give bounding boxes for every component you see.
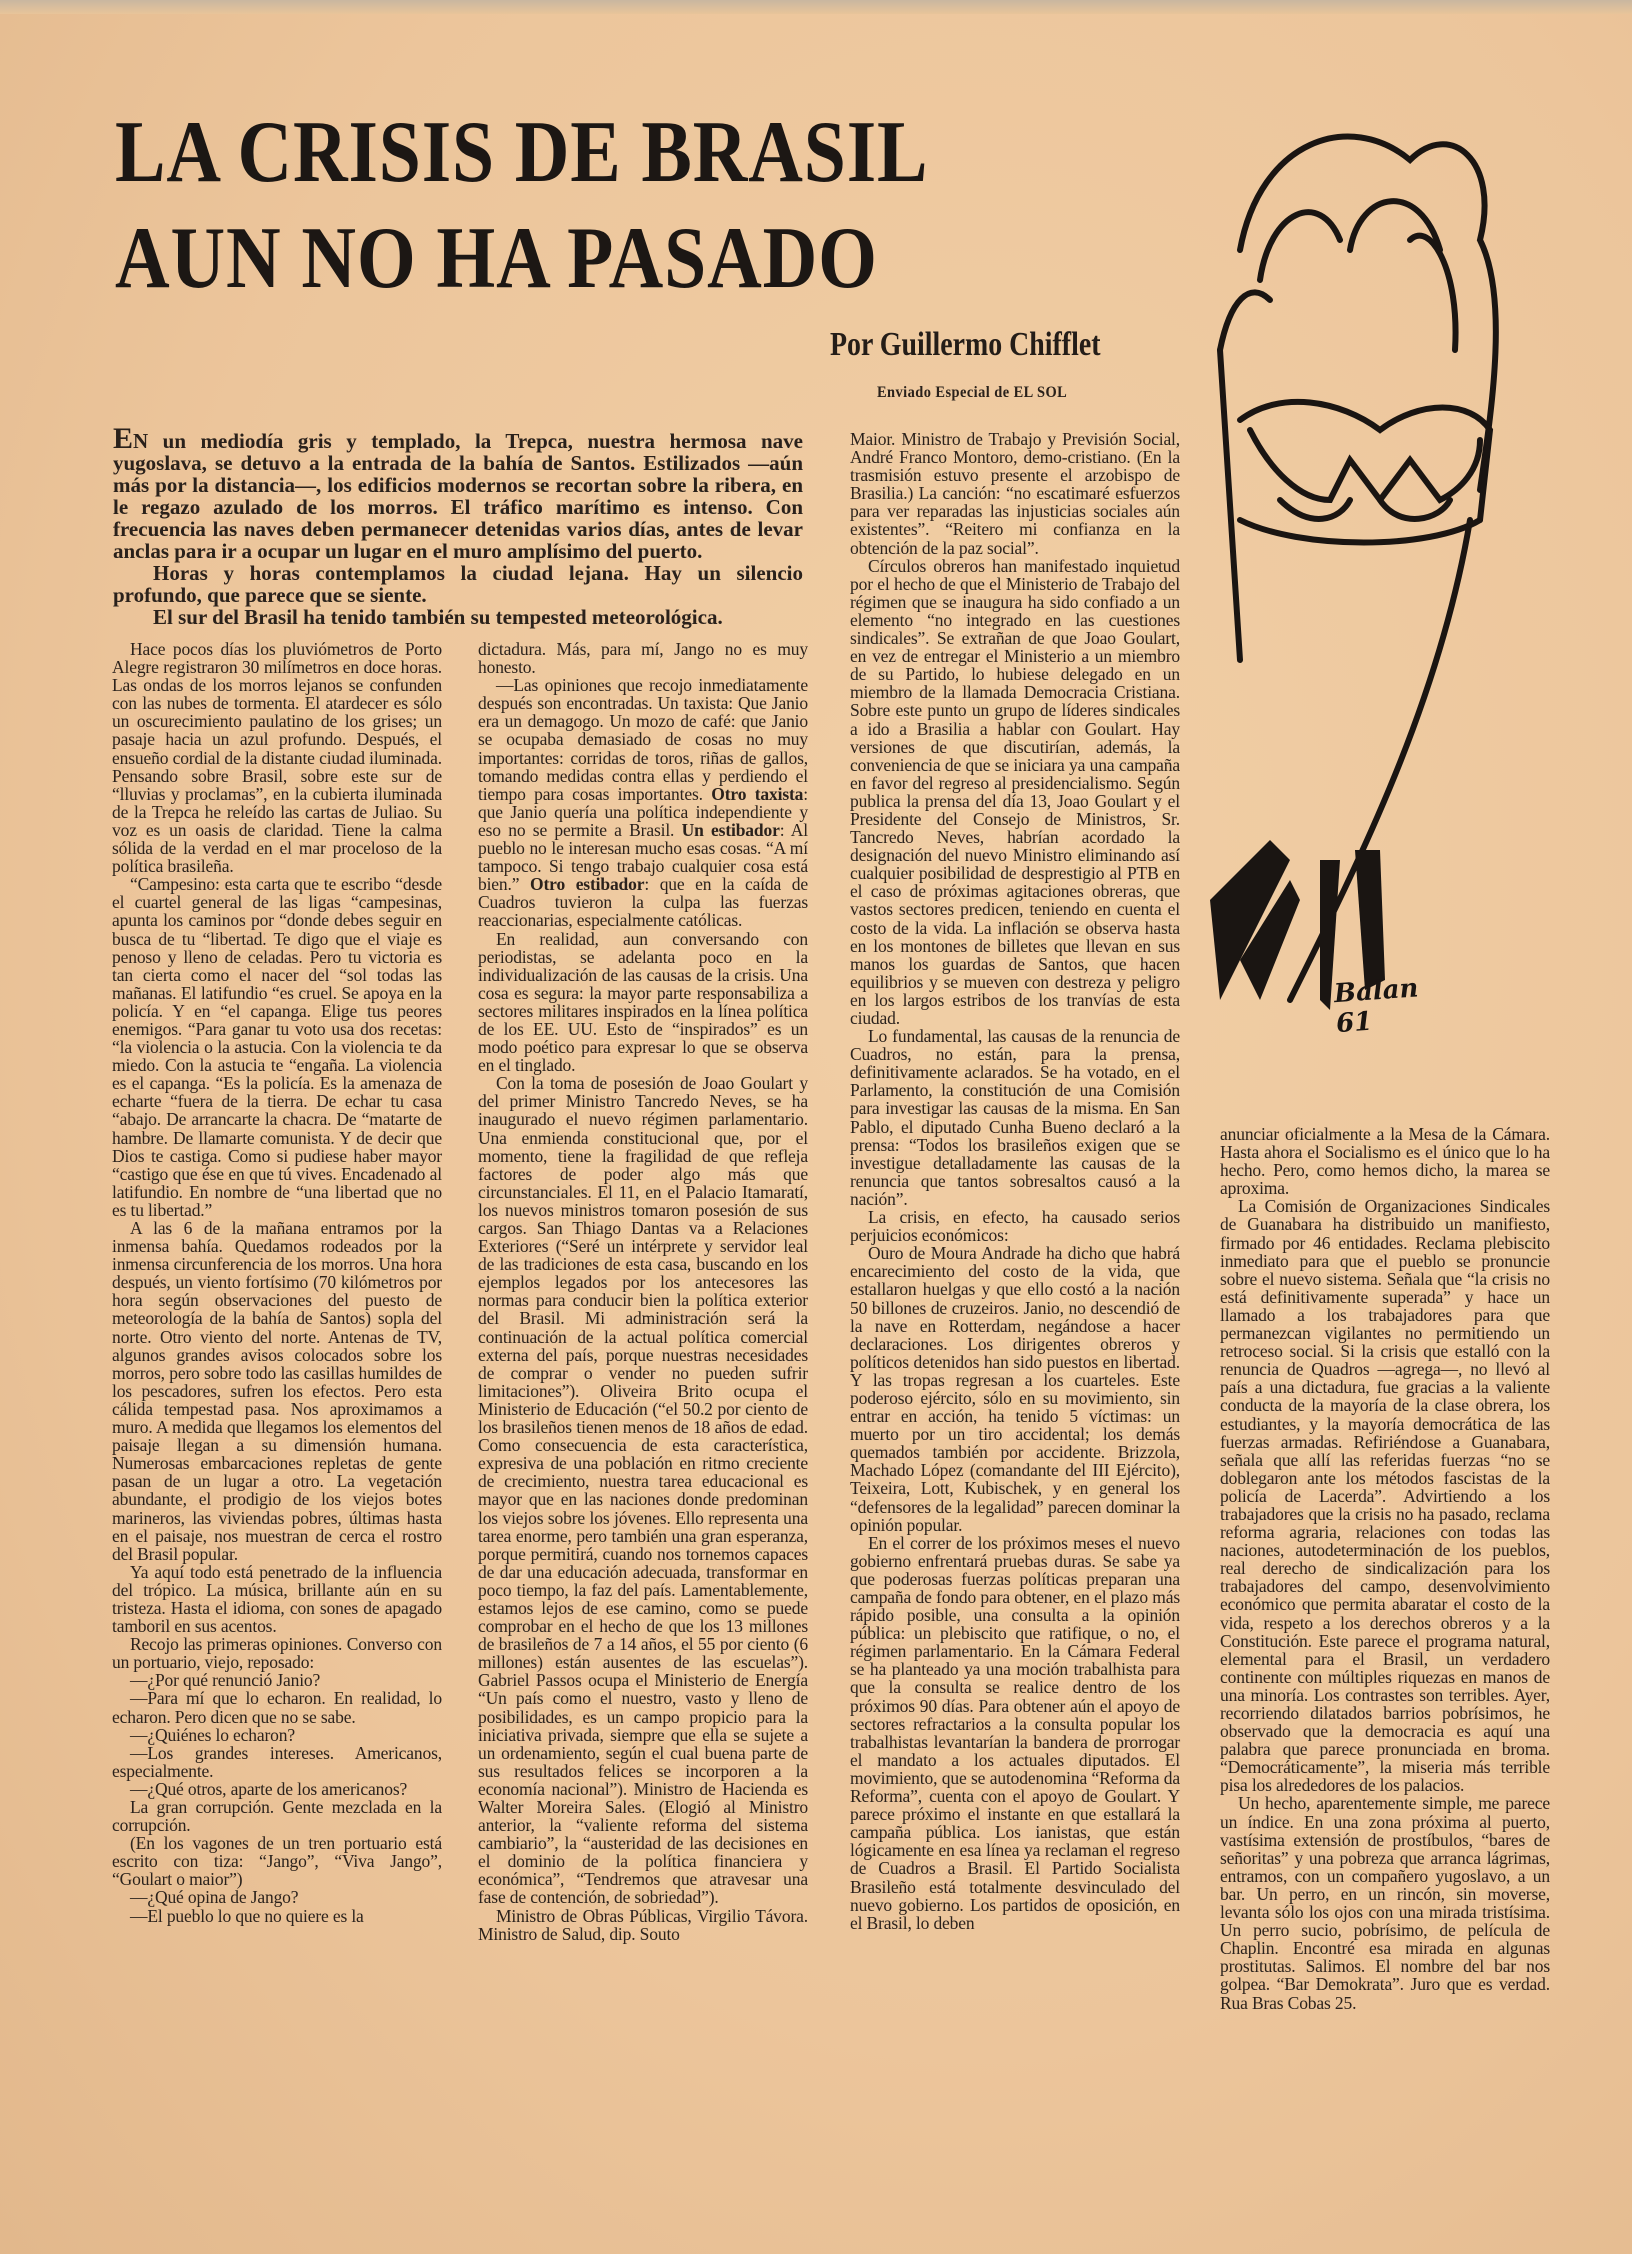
- text-column-2: [478, 640, 808, 1943]
- headline: [115, 100, 1061, 312]
- paragraph-text: En realidad, aun conversando con periodistas, se adelanta poco en la individualización de las causas de la crisis. Una cosa es segura: la mayor parte responsabiliza a sectores militares inspirados en la línea política de los EE. UU. Esto de “inspirados” es un modo poético para expresar lo que se observa en el tinglado.: [478, 928, 808, 1076]
- paragraph-text: Círculos obreros han manifestado inquietud por el hecho de que el Ministerio de Trabajo del régimen que se inaugura ha sido confiado a un elemento “no integrado en las cuestiones sindicales”. Se extrañan de que Joao Goulart, en vez de entregar el Ministerio a un miembro de su Partido, lo hubiese delegado en un miembro de la llamada Democracia Cristiana. Sobre este punto un grupo de líderes sindicales a ido a Brasilia a hablar con Goulart. Hay versiones de que discutirían, además, la conveniencia de que se iniciara ya una campaña en favor del regreso al presidencialismo. Según publica la prensa del día 13, Joao Goulart y el Presidente del Consejo de Ministros, Sr. Tancredo Neves, habrían acordado la designación del nuevo Ministro eliminando así cualquier posibilidad de desprestigio al PTB en el caso de próximas agitaciones obreras, que vastos sectores predicen, teniendo en cuenta el costo de la vida. La inflación se observa hasta en los montones de billetes que llevan en sus manos los guardas de Santos, que hacen equilibrios y se mueven con destreza y peligro en los largos estribos de los tranvías de esta ciudad.: [850, 555, 1180, 1028]
- article-paragraph: [1220, 1794, 1550, 2011]
- paragraph-text: La Comisión de Organizaciones Sindicales de Guanabara ha distribuido un manifiesto, firmado por 46 entidades. Reclama plebiscito inmediato para que el pueblo se pronuncie sobre el nuevo sistema. Señala que “la crisis no está definitivamente superada” y hace un llamado a los trabajadores para que permanezcan vigilantes no permitiendo un retroceso social. Si la crisis que estalló con la renuncia de Quadros —agrega—, no llevó al país a una dictadura, fue gracias a la valiente conducta de la mayoría de la clase obrera, los estudiantes, y la mayoría democrática de las fuerzas armadas. Refiriéndose a Guanabara, señala que allí las referidas fuerzas “no se doblegaron ante los métodos fascistas de la policía de Lacerda”. Advirtiendo a los trabajadores que la crisis no ha pasado, reclama reforma agraria, relaciones con todas las naciones, autodeterminación de los pueblos, real derecho de sindicalización para los trabajadores del campo, desenvolvimiento económico que permita abaratar el costo de la vida, respeto a los derechos obreros y a la Constitución. Este parece el programa natural, elemental para el Brasil, un verdadero continente con múltiples riquezas en manos de una minoría. Los contrastes son terribles. Ayer, recorriendo dilatados barrios pobrísimos, he observado que la democracia es aquí una palabra que parece pronunciada en broma. “Democráticamente”, la miseria más terrible pisa los alrededores de los palacios.: [1220, 1196, 1550, 1796]
- byline: Por Guillermo Chifflet: [830, 326, 1101, 363]
- article-paragraph: [850, 1027, 1180, 1208]
- article-paragraph: [112, 1635, 442, 1671]
- bold-speaker-label: Otro taxista: [711, 783, 804, 804]
- lead-paragraph: Horas y horas contemplamos la ciudad lejana. Hay un silencio profundo, que parece que se siente.: [113, 561, 803, 607]
- article-paragraph: [850, 1534, 1180, 1932]
- paragraph-text: Un hecho, aparentemente simple, me parece un índice. En una zona próxima al puerto, vastísima extensión de prostíbulos, “bares de señoritas” y una pobreza que arranca lágrimas, entramos, con un compañero yugoslavo, a un bar. Un perro, en un rincón, sin moverse, levanta sólo los ojos con una mirada tristísima. Un perro sucio, pobrísimo, de película de Chaplin. Encontré esa mirada en algunas prostitutas. Salimos. El nombre del bar nos golpea. “Bar Demokrata”. Juro que es verdad. Rua Bras Cobas 25.: [1220, 1793, 1550, 2013]
- drop-cap: E: [113, 422, 134, 455]
- lead-paragraph: [113, 422, 803, 563]
- text-column-4: [1220, 1125, 1550, 2012]
- paragraph-text: dictadura. Más, para mí, Jango no es muy honesto.: [478, 639, 808, 678]
- article-paragraph: [1220, 1197, 1550, 1794]
- lead-paragraphs: [113, 422, 803, 629]
- paragraph-text: —Las opiniones que recojo inmediatamente después son encontradas. Un taxista: Que Janio era un demagogo. Un mozo de café: que Janio se ocupaba demasiado de cosas no muy importantes: corridas de toros, riñas de gallos, tomando medidas contra ellas y perdiendo el tiempo para cosas importantes.: [478, 675, 808, 804]
- article-paragraph: [478, 640, 808, 676]
- paragraph-text: —Para mí que lo echaron. En realidad, lo echaron. Pero dicen que no se sabe.: [112, 1688, 442, 1727]
- article-paragraph: [112, 1219, 442, 1563]
- article-paragraph: [478, 676, 808, 929]
- article-paragraph: [112, 1907, 442, 1925]
- article-paragraph: [112, 1834, 442, 1888]
- paragraph-text: Hace pocos días los pluviómetros de Porto Alegre registraron 30 milímetros en doce horas. Las ondas de los morros lejanos se confunden con las nubes de tormenta. El atardecer es sólo un oscurecimiento paulatino de los grises; un pasaje hacia un azul profundo. Después, el ensueño cordial de la distante ciudad iluminada. Pensando sobre Brasil, sobre este sur de “lluvias y proclamas”, en la cubierta iluminada de la Trepca he releído las cartas de Juliao. Su voz es un oasis de claridad. Tiene la calma sólida de la verdad en el mar proceloso de la política brasileña.: [112, 639, 442, 877]
- paragraph-text: anunciar oficialmente a la Mesa de la Cámara. Hasta ahora el Socialismo es el único que lo ha hecho. Pero, como hemos dicho, la marea se aproxima.: [1220, 1124, 1550, 1199]
- lead-paragraph: El sur del Brasil ha tenido también su tempested meteorológica.: [153, 605, 723, 629]
- artist-signature: Balan 61: [1333, 973, 1420, 1040]
- article-paragraph: [1220, 1125, 1550, 1197]
- lead-text: N un mediodía gris y templado, la Trepca, nuestra hermosa nave yugoslava, se detuvo a la entrada de la bahía de Santos. Estilizados —aún más por la distancia—, los edificios modernos se recortan sobre la ribera, en le regazo azulado de los morros. El tráfico marítimo es intenso. Con frecuencia las naves deben permanecer detenidas varios días, antes de levar anclas para ir a ocupar un lugar en el muro amplísimo del puerto.: [113, 429, 803, 563]
- paragraph-text: —¿Qué opina de Jango?: [130, 1887, 299, 1908]
- text-column-1: [112, 640, 442, 1925]
- paragraph-text: (En los vagones de un tren portuario está escrito con tiza: “Jango”, “Viva Jango”, “Goulart o maior”): [112, 1833, 442, 1890]
- article-paragraph: [112, 1563, 442, 1635]
- paragraph-text: A las 6 de la mañana entramos por la inmensa bahía. Quedamos rodeados por la inmensa circunferencia de los morros. Una hora después, un viento fortísimo (70 kilómetros por hora según observaciones del puesto de meteorología de la bahía de Santos) sopla del norte. Otro viento del norte. Antenas de TV, algunos grandes avisos colocados sobre los morros, pero sobre todo las casillas humildes de los pescadores, sufren los efectos. Pero esta cálida tempestad pasa. Nos aproximamos a muro. A medida que llegamos los elementos del paisaje llegan a su dimensión humana. Numerosas embarcaciones repletas de gente pasan de un lugar a otro. La vegetación abundante, el prodigio de los viejos botes marineros, las viviendas pobres, últimas hasta en el paisaje, nos muestran de cerca el rostro del Brasil popular.: [112, 1218, 442, 1564]
- bold-speaker-label: Un estibador: [681, 819, 780, 840]
- article-paragraph: [112, 1689, 442, 1725]
- bold-speaker-label: Otro estibador: [530, 874, 645, 895]
- paragraph-text: Ya aquí todo está penetrado de la influencia del trópico. La música, brillante aún en su tristeza. Hasta el idioma, con sones de apagado tamboril en sus acentos.: [112, 1561, 442, 1637]
- article-paragraph: [112, 1780, 442, 1798]
- paragraph-text: Ministro de Obras Públicas, Virgilio Távora. Ministro de Salud, dip. Souto: [478, 1905, 808, 1944]
- paragraph-text: —¿Quiénes lo echaron?: [130, 1724, 295, 1745]
- paragraph-text: —Los grandes intereses. Americanos, especialmente.: [112, 1742, 442, 1781]
- article-paragraph: [850, 557, 1180, 1027]
- paragraph-text: Recojo las primeras opiniones. Converso con un portuario, viejo, reposado:: [112, 1634, 442, 1673]
- article-paragraph: [112, 640, 442, 875]
- paragraph-text: : que Janio quería una política independiente y eso no se permite a Brasil.: [478, 783, 808, 840]
- paragraph-text: —¿Por qué renunció Janio?: [130, 1670, 321, 1691]
- paragraph-text: : que en la caída de Cuadros tuvieron la culpa las fuerzas reaccionarias, especialmente católicas.: [478, 874, 808, 931]
- paragraph-text: En el correr de los próximos meses el nuevo gobierno enfrentará pruebas duras. Se sabe ya que poderosas fuerzas políticas preparan una campaña de fondo para obtener, en el plazo más rápido posible, una consulta a la opinión pública: un plebiscito que ratifique, o no, el régimen parlamentario. En la Cámara Federal se ha planteado ya una moción trabalhista para que la consulta se realice dentro de los próximos 90 días. Para obtener aún el apoyo de sectores refractarios a la consulta popular los trabalhistas levantarían la bandera de prorrogar el mandato a los actuales diputados. El movimiento, que se autodenomina “Reforma da Reforma”, cuenta con el apoyo de Goulart. Y parece próximo el instante en que estallará la campaña pública. Los ianistas, que están lógicamente en esa línea ya reclaman el regreso de Cuadros a Brasil. El Partido Socialista Brasileño está totalmente desvinculado del nuevo gobierno. Los partidos de oposición, en el Brasil, lo deben: [850, 1532, 1180, 1933]
- article-paragraph: [112, 1888, 442, 1906]
- paragraph-text: —El pueblo lo que no quiere es la: [130, 1905, 364, 1926]
- page-top-edge: [0, 0, 1632, 14]
- paragraph-text: Ouro de Moura Andrade ha dicho que habrá encarecimiento del costo de la vida, que estallaron huelgas y que ello costó a la nación 50 billones de cruzeiros. Janio, no descendió de la nave en Rotterdam, negándose a hacer declaraciones. Los dirigentes obreros y políticos detenidos han sido puestos en libertad. Y las tropas regresan a los cuarteles. Este poderoso ejército, sólo en su movimiento, sin entrar en acción, ha tenido 5 víctimas: un muerto por un tiro accidental; los demás quemados también por accidente. Brizzola, Machado López (comandante del III Ejército), Teixeira, Lott, Kubischek, y en general los “defensores de la legalidad” parecen dominar la opinión popular.: [850, 1243, 1180, 1535]
- paragraph-text: —¿Qué otros, aparte de los americanos?: [130, 1778, 408, 1799]
- headline-line-1: LA CRISIS DE BRASIL: [115, 104, 929, 201]
- headline-line-2: AUN NO HA PASADO: [115, 210, 878, 307]
- article-paragraph: [478, 930, 808, 1075]
- article-paragraph: [112, 875, 442, 1219]
- paragraph-text: La gran corrupción. Gente mezclada en la corrupción.: [112, 1797, 442, 1836]
- paragraph-text: La crisis, en efecto, ha causado serios perjuicios económicos:: [850, 1207, 1180, 1246]
- article-paragraph: [112, 1744, 442, 1780]
- article-paragraph: [850, 1244, 1180, 1534]
- correspondent-credit: Enviado Especial de EL SOL: [877, 384, 1068, 401]
- article-paragraph: [112, 1798, 442, 1834]
- article-paragraph: [478, 1907, 808, 1943]
- text-column-3: [850, 430, 1180, 1932]
- article-paragraph: [850, 1208, 1180, 1244]
- caricature-illustration: [1180, 100, 1620, 1060]
- article-paragraph: [850, 430, 1180, 557]
- paragraph-text: : Al pueblo no le interesan mucho esas cosas. “A mí tampoco. Si tengo trabajo cualquier cosa está bien.”: [478, 819, 809, 895]
- article-paragraph: [112, 1726, 442, 1744]
- article-paragraph: [478, 1074, 808, 1906]
- article-paragraph: [112, 1671, 442, 1689]
- paragraph-text: “Campesino: esta carta que te escribo “desde el cuartel general de las ligas “campesinas, apunta los caminos por “donde debes seguir en busca de tu “libertad. Te digo que el viaje es penoso y lleno de celadas. Pero tu victoria es tan cierta como el nacer del “sol todas las mañanas. El latifundio “es cruel. Se apoya en la policía. Y en “el capanga. Elige tus peores enemigos. “Para ganar tu voto usa dos recetas: “la violencia o la astucia. Con la violencia te da miedo. Con la astucia te “engaña. La violencia es el capanga. “Es la policía. Es la amenaza de echarte “fuera de la tierra. De echar tu casa “abajo. De arrancarte la chacra. De “matarte de hambre. De llamarte comunista. Y de decir que Dios te castiga. Como si pudiese haber mayor “castigo que ése en que tú vives. Encadenado al latifundio. En nombre de “una libertad que no es tu libertad.”: [112, 874, 442, 1220]
- paragraph-text: Maior. Ministro de Trabajo y Previsión Social, André Franco Montoro, demo-cristiano. (En la trasmisión estuvo presente el arzobispo de Brasilia.) La canción: “no escatimaré esfuerzos para ver reparadas las injusticias sociales aún existentes”. “Reitero mi confianza en la obtención de la paz social”.: [850, 429, 1180, 558]
- paragraph-text: Lo fundamental, las causas de la renuncia de Cuadros, no están, para la prensa, definitivamente aclarados. Se ha votado, en el Parlamento, la constitución de una Comisión para investigar las causas de la misma. En San Pablo, el diputado Cunha Bueno declaró a la prensa: “Todos los brasileños exigen que se investigue detalladamente las causas de la renuncia que tantos sobresaltos causó a la nación”.: [850, 1026, 1180, 1209]
- paragraph-text: Con la toma de posesión de Joao Goulart y del primer Ministro Tancredo Neves, se ha inaugurado el nuevo régimen parlamentario. Una enmienda constitucional que, por el momento, tiene la fragilidad de que refleja factores de poder algo más que circunstanciales. El 11, en el Palacio Itamaratí, los nuevos ministros tomaron posesión de sus cargos. San Thiago Dantas va a Relaciones Exteriores (“Seré un intérprete y servidor leal de las tradiciones de esta casa, buscando en los ejemplos legados por los antecesores las normas para conducir bien la política exterior del Brasil. Mi administración será la continuación de la actual política comercial externa del país, porque nuestras necesidades de comprar o vender no pueden sufrir limitaciones”). Oliveira Brito ocupa el Ministerio de Educación (“el 50.2 por ciento de los brasileños tienen menos de 18 años de edad. Como consecuencia de esta característica, expresiva de una población en ritmo creciente de crecimiento, nuestra tarea educacional es mayor que en las naciones donde predominan los viejos sobre los jóvenes. Ello representa una tarea enorme, pero también una gran esperanza, porque permitirá, cuando nos tornemos capaces de dar una educación adecuada, transformar en poco tiempo, la faz del país. Lamentablemente, estamos lejos de ese camino, como se puede comprobar en el hecho de que los 13 millones de brasileños de 7 a 14 años, el 55 por ciento (6 millones) están ausentes de las escuelas”). Gabriel Passos ocupa el Ministerio de Energía “Un país como el nuestro, vasto y lleno de posibilidades, es un campo propicio para la iniciativa privada, siempre que ella se sujete a un ordenamiento, según el cual buena parte de sus resultados felices se incorporen a la economía nacional”). Ministro de Hacienda es Walter Moreira Sales. (Elogió al Ministro anterior, la “valiente reforma del sistema cambiario”, la “austeridad de las decisiones en el dominio de la política financiera y económica”, “Tendremos que atravesar una fase de contención, de sobriedad”).: [478, 1073, 808, 1908]
